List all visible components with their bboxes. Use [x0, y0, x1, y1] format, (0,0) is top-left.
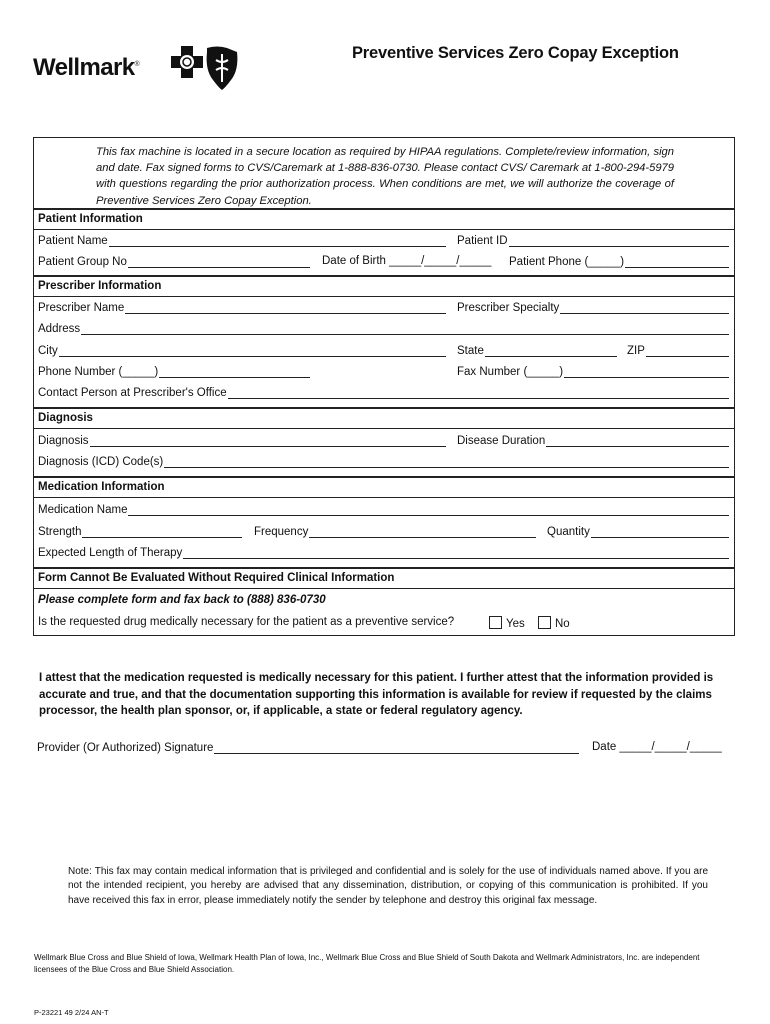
zip-field[interactable]: ZIP: [627, 344, 729, 357]
prescriber-name-field[interactable]: Prescriber Name: [38, 301, 446, 314]
date-of-birth-field[interactable]: Date of Birth _____/_____/_____: [322, 255, 492, 267]
blue-cross-blue-shield-icon: [169, 44, 241, 92]
quantity-field[interactable]: Quantity: [547, 525, 729, 538]
section-patient-information: Patient Information: [34, 208, 734, 230]
no-checkbox[interactable]: [538, 616, 551, 629]
fax-instruction: Please complete form and fax back to (888) 836-0730: [38, 594, 326, 606]
prescriber-fax-field[interactable]: Fax Number (_____): [457, 365, 729, 378]
diagnosis-field[interactable]: Diagnosis: [38, 434, 446, 447]
prescriber-specialty-field[interactable]: Prescriber Specialty: [457, 301, 729, 314]
yes-option[interactable]: Yes: [489, 616, 525, 630]
prescriber-phone-field[interactable]: Phone Number (_____): [38, 365, 310, 378]
patient-phone-field[interactable]: Patient Phone (_____): [509, 255, 729, 268]
strength-field[interactable]: Strength: [38, 525, 242, 538]
therapy-length-field[interactable]: Expected Length of Therapy: [38, 546, 729, 559]
patient-id-field[interactable]: Patient ID: [457, 234, 729, 247]
page-title: Preventive Services Zero Copay Exception: [352, 44, 679, 62]
section-prescriber-information: Prescriber Information: [34, 275, 734, 297]
form-code: P-23221 49 2/24 AN-T: [34, 1008, 109, 1017]
footer-disclaimer: Wellmark Blue Cross and Blue Shield of Iowa, Wellmark Health Plan of Iowa, Inc., Wellmark Blue Cross and Blue Shield of South Dakota and Wellmark Administrators, Inc. are independent licensees of the Blue Cross and Blue Shield Association.: [34, 953, 700, 974]
preventive-question: Is the requested drug medically necessary for the patient as a preventive service?: [38, 616, 455, 628]
confidentiality-note: Note: This fax may contain medical information that is privileged and confidential and is solely for the use of individuals named above. If you are not the intended recipient, you hereby are advised that any dissemination, distribution, or copying of this communication is prohibited. If you have received this fax in error, please immediately notify the sender by telephone and destroy this original fax message.: [68, 866, 708, 906]
section-clinical-information: Form Cannot Be Evaluated Without Required Clinical Information: [34, 567, 734, 589]
medication-name-field[interactable]: Medication Name: [38, 503, 729, 516]
signature-date-field[interactable]: Date _____/_____/_____: [592, 741, 722, 753]
intro-text: This fax machine is located in a secure location as required by HIPAA regulations. Complete/review information, sign and date. Fax signed forms to CVS/Caremark at 1-888-836-0730. Please contact CVS/ Caremark at 1-800-294-5979 with questions regarding the prior authorization process. When conditions are met, we will authorize the coverage of Preventive Services Zero Copay Exception.: [96, 146, 674, 207]
frequency-field[interactable]: Frequency: [254, 525, 536, 538]
state-field[interactable]: State: [457, 344, 617, 357]
icd-codes-field[interactable]: Diagnosis (ICD) Code(s): [38, 455, 729, 468]
contact-person-field[interactable]: Contact Person at Prescriber's Office: [38, 386, 729, 399]
patient-name-field[interactable]: Patient Name: [38, 234, 446, 247]
disease-duration-field[interactable]: Disease Duration: [457, 434, 729, 447]
no-option[interactable]: No: [538, 616, 570, 630]
section-diagnosis: Diagnosis: [34, 407, 734, 429]
address-field[interactable]: Address: [38, 322, 729, 335]
yes-checkbox[interactable]: [489, 616, 502, 629]
logo-wordmark: Wellmark®: [33, 54, 140, 81]
city-field[interactable]: City: [38, 344, 446, 357]
signature-field[interactable]: Provider (Or Authorized) Signature: [37, 741, 579, 754]
attestation-text: I attest that the medication requested is medically necessary for this patient. I further attest that the information provided is accurate and true, and that the documentation supporting this information is available for review if requested by the claims processor, the health plan sponsor, or, if applicable, a state or federal regulatory agency.: [39, 672, 714, 717]
form-box: [33, 137, 735, 636]
patient-group-field[interactable]: Patient Group No: [38, 255, 310, 268]
section-medication-information: Medication Information: [34, 476, 734, 498]
